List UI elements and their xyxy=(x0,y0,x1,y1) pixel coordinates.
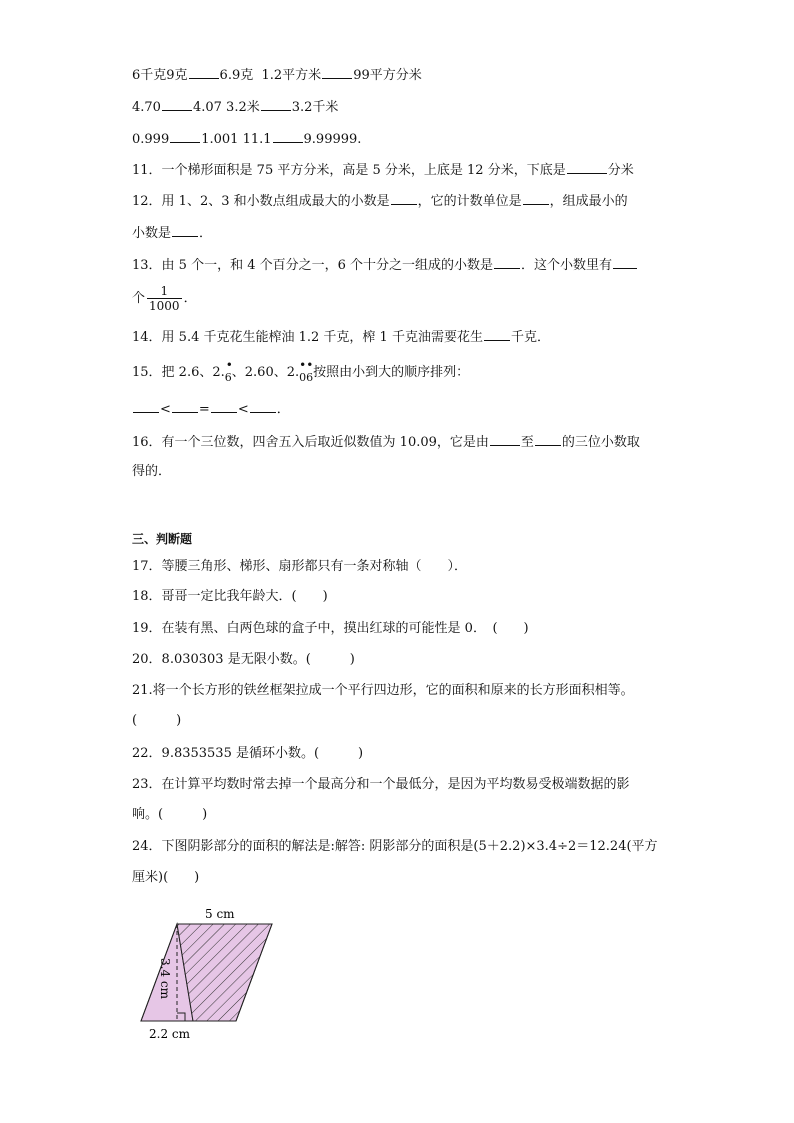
answer-blank[interactable] xyxy=(189,66,219,79)
repeating-digits: •• 06 xyxy=(299,358,314,384)
question-13-cont xyxy=(132,284,197,313)
question-16 xyxy=(132,433,640,452)
compare-right: 9.99999. xyxy=(303,132,362,147)
answer-blank[interactable] xyxy=(172,224,198,237)
question-text: ，组成最小的 xyxy=(549,194,628,209)
question-text: 分米 xyxy=(607,163,634,178)
compare-left: 1.2平方米 xyxy=(261,68,322,83)
question-text: ． xyxy=(276,402,290,417)
question-16-cont xyxy=(132,463,171,481)
compare-left: 3.2米 xyxy=(226,100,260,115)
answer-blank[interactable] xyxy=(613,256,637,269)
answer-blank[interactable] xyxy=(494,256,520,269)
compare-right: 99平方分米 xyxy=(353,68,422,83)
answer-blank[interactable] xyxy=(273,130,303,143)
question-text: ，它的计数单位是 xyxy=(417,194,522,209)
answer-blank[interactable] xyxy=(490,433,520,446)
answer-blank[interactable] xyxy=(261,98,291,111)
question-15-answer xyxy=(132,400,290,419)
answer-blank[interactable] xyxy=(567,161,607,174)
answer-blank[interactable] xyxy=(484,328,510,341)
question-text: 小数是 xyxy=(132,226,172,241)
hatched-overlay xyxy=(177,924,272,1021)
answer-blank[interactable] xyxy=(250,400,276,413)
question-20: 20．8.030303 是无限小数。( ) xyxy=(132,652,355,667)
question-13 xyxy=(132,256,638,275)
question-text: 千克． xyxy=(510,330,550,345)
compare-row-3 xyxy=(132,130,361,149)
question-text: 11．一个梯形面积是 75 平方分米，高是 5 分米，上底是 12 分米，下底是 xyxy=(132,163,566,178)
question-text: 得的． xyxy=(132,464,172,479)
question-text: ． xyxy=(183,291,197,306)
question-text: 15．把 2.6、2. xyxy=(132,365,225,380)
compare-left: 4.70 xyxy=(132,100,161,115)
digit: 06 xyxy=(299,371,314,384)
question-22: 22．9.8353535 是循环小数。( ) xyxy=(132,746,364,761)
answer-blank[interactable] xyxy=(133,400,159,413)
compare-left: 6千克9克 xyxy=(132,68,188,83)
compare-row-2 xyxy=(132,98,338,117)
compare-left: 11.1 xyxy=(242,132,272,147)
question-text: 个 xyxy=(132,291,146,306)
question-11 xyxy=(132,161,634,180)
height-label: 3.4 cm xyxy=(158,958,172,999)
answer-blank[interactable] xyxy=(211,400,237,413)
fraction xyxy=(147,284,182,313)
repeating-digit: • 6 xyxy=(224,358,233,384)
fraction-denominator: 1000 xyxy=(149,299,180,313)
question-12 xyxy=(132,192,628,211)
question-24: 24．下图阴影部分的面积的解法是:解答: 阴影部分的面积是(5＋2.2)×3.4÷2＝12.24(平方 xyxy=(132,839,658,854)
question-18: 18．哥哥一定比我年龄大．( ) xyxy=(132,589,328,604)
question-text: 至 xyxy=(520,435,534,450)
answer-blank[interactable] xyxy=(523,192,549,205)
compare-left: 0.999 xyxy=(132,132,170,147)
question-text: 12．用 1、2、3 和小数点组成最大的小数是 xyxy=(132,194,390,209)
question-21-cont: ( ) xyxy=(132,713,182,728)
question-17: 17．等腰三角形、梯形、扇形都只有一条对称轴（ ）． xyxy=(132,559,468,574)
equals-sign: = xyxy=(198,402,210,417)
compare-right: 3.2千米 xyxy=(291,100,339,115)
question-19: 19．在装有黑、白两色球的盒子中，摸出红球的可能性是 0． ( ) xyxy=(132,621,529,636)
less-than-sign: < xyxy=(237,402,249,417)
parallelogram-figure xyxy=(135,900,285,1045)
compare-right: 6.9克 xyxy=(219,68,254,83)
compare-row-1 xyxy=(132,66,422,85)
question-12-cont xyxy=(132,224,212,243)
question-text: 16．有一个三位数，四舍五入后取近似数值为 10.09，它是由 xyxy=(132,435,489,450)
question-text: 的三位小数取 xyxy=(561,435,640,450)
compare-right: 4.07 xyxy=(192,100,222,115)
answer-blank[interactable] xyxy=(162,98,192,111)
top-length-label: 5 cm xyxy=(205,907,235,921)
question-21: 21.将一个长方形的铁丝框架拉成一个平行四边形，它的面积和原来的长方形面积相等。 xyxy=(132,683,634,698)
question-text: ．这个小数里有 xyxy=(521,258,613,273)
answer-blank[interactable] xyxy=(172,400,198,413)
question-15 xyxy=(132,358,470,384)
digit: 6 xyxy=(224,371,232,384)
answer-blank[interactable] xyxy=(391,192,417,205)
question-14 xyxy=(132,328,550,347)
answer-blank[interactable] xyxy=(322,66,352,79)
less-than-sign: < xyxy=(160,402,171,417)
answer-blank[interactable] xyxy=(535,433,561,446)
fraction-numerator: 1 xyxy=(147,284,182,299)
bottom-length-label: 2.2 cm xyxy=(149,1027,190,1041)
question-text: 按照由小到大的顺序排列： xyxy=(313,365,470,380)
question-24-cont: 厘米)( ) xyxy=(132,870,200,885)
question-text: 13．由 5 个一，和 4 个百分之一，6 个十分之一组成的小数是 xyxy=(132,258,494,273)
compare-right: 1.001 xyxy=(201,132,239,147)
question-text: 、2.60、2. xyxy=(231,365,300,380)
question-text: ． xyxy=(199,226,213,241)
question-text: 14．用 5.4 千克花生能榨油 1.2 千克，榨 1 千克油需要花生 xyxy=(132,330,483,345)
answer-blank[interactable] xyxy=(170,130,200,143)
question-23: 23．在计算平均数时常去掉一个最高分和一个最低分，是因为平均数易受极端数据的影 xyxy=(132,777,630,792)
section-heading: 三、判断题 xyxy=(132,532,193,546)
question-23-cont: 响。( ) xyxy=(132,807,208,822)
